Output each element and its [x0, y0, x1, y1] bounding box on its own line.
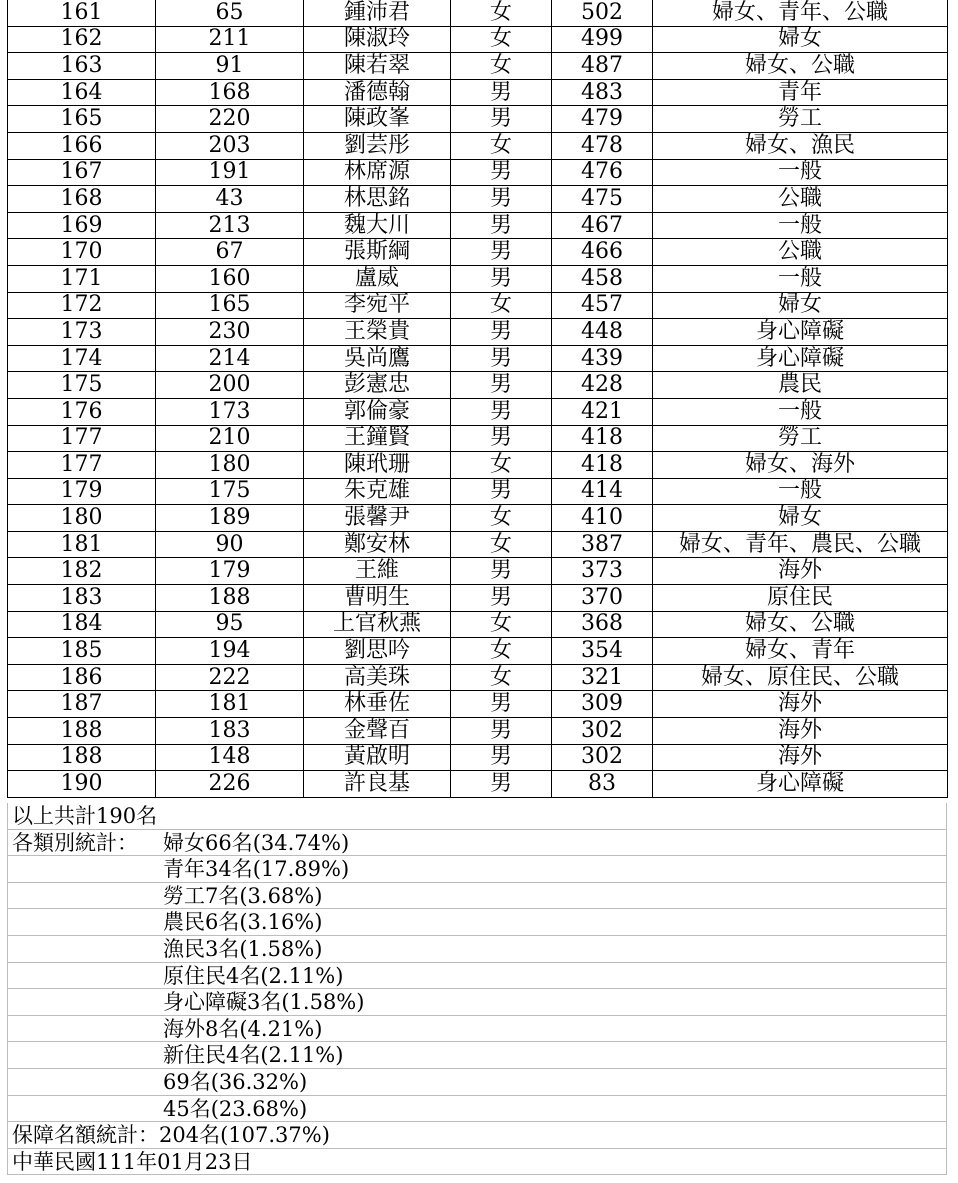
table-row	[8, 718, 948, 745]
category-cell: 原住民	[653, 585, 948, 612]
number-cell: 91	[156, 53, 304, 80]
table-row	[8, 611, 948, 638]
votes-cell: 475	[552, 186, 653, 213]
number-cell: 222	[156, 664, 304, 691]
rank-cell: 175	[8, 372, 156, 399]
category-cell: 婦女、原住民、公職	[653, 664, 948, 691]
votes-cell: 421	[552, 398, 653, 425]
name-cell: 陳玳珊	[304, 452, 451, 479]
name-cell: 鄭安林	[304, 531, 451, 558]
number-cell: 95	[156, 611, 304, 638]
gender-cell: 男	[451, 585, 552, 612]
table-row	[8, 265, 948, 292]
number-cell: 165	[156, 292, 304, 319]
category-cell: 婦女	[653, 505, 948, 532]
number-cell: 200	[156, 372, 304, 399]
votes-cell: 370	[552, 585, 653, 612]
rank-cell: 177	[8, 452, 156, 479]
category-cell: 一般	[653, 398, 948, 425]
rank-cell: 186	[8, 664, 156, 691]
votes-cell: 457	[552, 292, 653, 319]
number-cell: 188	[156, 585, 304, 612]
number-cell: 65	[156, 0, 304, 26]
table-row	[8, 638, 948, 665]
table-row	[8, 212, 948, 239]
number-cell: 194	[156, 638, 304, 665]
rank-cell: 162	[8, 26, 156, 53]
number-cell: 220	[156, 106, 304, 133]
table-row	[8, 452, 948, 479]
category-cell: 婦女、青年	[653, 638, 948, 665]
number-cell: 180	[156, 452, 304, 479]
category-cell: 婦女、青年、農民、公職	[653, 531, 948, 558]
votes-cell: 410	[552, 505, 653, 532]
rank-cell: 173	[8, 319, 156, 346]
votes-cell: 309	[552, 691, 653, 718]
category-row	[7, 1096, 947, 1123]
table-row	[8, 53, 948, 80]
category-row	[7, 856, 947, 883]
gender-cell: 男	[451, 186, 552, 213]
table-row	[8, 558, 948, 585]
votes-cell: 466	[552, 239, 653, 266]
summary-total: 以上共計190名	[12, 804, 158, 828]
table-row	[8, 691, 948, 718]
gender-cell: 男	[451, 212, 552, 239]
votes-cell: 83	[552, 771, 653, 798]
rank-cell: 185	[8, 638, 156, 665]
gender-cell: 女	[451, 132, 552, 159]
rank-cell: 168	[8, 186, 156, 213]
table-row	[8, 26, 948, 53]
name-cell: 李宛平	[304, 292, 451, 319]
gender-cell: 女	[451, 664, 552, 691]
rank-cell: 161	[8, 0, 156, 26]
votes-cell: 418	[552, 452, 653, 479]
gender-cell: 女	[451, 292, 552, 319]
category-row	[7, 909, 947, 936]
name-cell: 上官秋燕	[304, 611, 451, 638]
rank-cell: 166	[8, 132, 156, 159]
gender-cell: 女	[451, 611, 552, 638]
gender-cell: 男	[451, 744, 552, 771]
number-cell: 181	[156, 691, 304, 718]
table-row	[8, 239, 948, 266]
gender-cell: 男	[451, 398, 552, 425]
category-cell: 婦女、公職	[653, 611, 948, 638]
votes-cell: 478	[552, 132, 653, 159]
name-cell: 張馨尹	[304, 505, 451, 532]
rank-cell: 170	[8, 239, 156, 266]
table-row	[8, 744, 948, 771]
name-cell: 劉芸彤	[304, 132, 451, 159]
rank-cell: 164	[8, 79, 156, 106]
name-cell: 盧威	[304, 265, 451, 292]
name-cell: 金聲百	[304, 718, 451, 745]
votes-cell: 321	[552, 664, 653, 691]
votes-cell: 428	[552, 372, 653, 399]
category-cell: 海外	[653, 718, 948, 745]
rank-cell: 181	[8, 531, 156, 558]
rank-cell: 188	[8, 718, 156, 745]
table-row	[8, 478, 948, 505]
rank-cell: 169	[8, 212, 156, 239]
name-cell: 王榮貴	[304, 319, 451, 346]
votes-cell: 373	[552, 558, 653, 585]
category-cell: 公職	[653, 186, 948, 213]
rank-cell: 176	[8, 398, 156, 425]
votes-cell: 499	[552, 26, 653, 53]
votes-cell: 414	[552, 478, 653, 505]
rank-cell: 163	[8, 53, 156, 80]
category-cell: 婦女、漁民	[653, 132, 948, 159]
name-cell: 鍾沛君	[304, 0, 451, 26]
category-stat: 青年34名(17.89%)	[163, 857, 350, 882]
number-cell: 148	[156, 744, 304, 771]
guaranteed-row	[7, 1122, 947, 1149]
votes-cell: 483	[552, 79, 653, 106]
category-row	[7, 963, 947, 990]
gender-cell: 男	[451, 319, 552, 346]
category-cell: 海外	[653, 744, 948, 771]
number-cell: 230	[156, 319, 304, 346]
table-row	[8, 585, 948, 612]
number-cell: 67	[156, 239, 304, 266]
category-cell: 海外	[653, 558, 948, 585]
rank-cell: 183	[8, 585, 156, 612]
table-row	[8, 79, 948, 106]
gender-cell: 男	[451, 478, 552, 505]
name-cell: 林思銘	[304, 186, 451, 213]
votes-cell: 387	[552, 531, 653, 558]
gender-cell: 女	[451, 531, 552, 558]
name-cell: 高美珠	[304, 664, 451, 691]
name-cell: 彭憲忠	[304, 372, 451, 399]
category-row	[7, 1042, 947, 1069]
category-row	[7, 936, 947, 963]
category-stat: 農民6名(3.16%)	[163, 910, 323, 935]
gender-cell: 男	[451, 345, 552, 372]
name-cell: 張斯綱	[304, 239, 451, 266]
number-cell: 175	[156, 478, 304, 505]
category-cell: 青年	[653, 79, 948, 106]
votes-cell: 476	[552, 159, 653, 186]
rank-cell: 184	[8, 611, 156, 638]
category-row	[7, 830, 947, 857]
number-cell: 210	[156, 425, 304, 452]
category-cell: 勞工	[653, 106, 948, 133]
table-row	[8, 292, 948, 319]
name-cell: 陳淑玲	[304, 26, 451, 53]
number-cell: 168	[156, 79, 304, 106]
table-row	[8, 664, 948, 691]
category-cell: 婦女、公職	[653, 53, 948, 80]
votes-cell: 302	[552, 718, 653, 745]
gender-cell: 男	[451, 425, 552, 452]
gender-cell: 男	[451, 718, 552, 745]
category-row	[7, 1016, 947, 1043]
rank-cell: 165	[8, 106, 156, 133]
category-cell: 公職	[653, 239, 948, 266]
number-cell: 226	[156, 771, 304, 798]
number-cell: 160	[156, 265, 304, 292]
votes-cell: 448	[552, 319, 653, 346]
rank-cell: 171	[8, 265, 156, 292]
name-cell: 朱克雄	[304, 478, 451, 505]
name-cell: 許良基	[304, 771, 451, 798]
table-row	[8, 186, 948, 213]
category-cell: 婦女	[653, 292, 948, 319]
name-cell: 郭倫豪	[304, 398, 451, 425]
number-cell: 90	[156, 531, 304, 558]
table-row	[8, 372, 948, 399]
category-cell: 身心障礙	[653, 319, 948, 346]
name-cell: 王維	[304, 558, 451, 585]
votes-cell: 487	[552, 53, 653, 80]
table-row	[8, 345, 948, 372]
rank-cell: 179	[8, 478, 156, 505]
table-row	[8, 398, 948, 425]
gender-cell: 男	[451, 265, 552, 292]
gender-cell: 男	[451, 372, 552, 399]
category-cell: 婦女	[653, 26, 948, 53]
category-cell: 一般	[653, 159, 948, 186]
table-row	[8, 0, 948, 26]
table-row	[8, 771, 948, 798]
number-cell: 211	[156, 26, 304, 53]
table-row	[8, 505, 948, 532]
category-stat: 69名(36.32%)	[163, 1069, 308, 1094]
table-row	[8, 531, 948, 558]
category-row	[7, 1069, 947, 1096]
table-row	[8, 159, 948, 186]
votes-cell: 368	[552, 611, 653, 638]
votes-cell: 467	[552, 212, 653, 239]
number-cell: 191	[156, 159, 304, 186]
name-cell: 林垂佐	[304, 691, 451, 718]
number-cell: 203	[156, 132, 304, 159]
gender-cell: 女	[451, 0, 552, 26]
category-stat: 海外8名(4.21%)	[163, 1016, 323, 1041]
name-cell: 黃啟明	[304, 744, 451, 771]
category-row	[7, 883, 947, 910]
votes-cell: 418	[552, 425, 653, 452]
gender-cell: 男	[451, 691, 552, 718]
name-cell: 林席源	[304, 159, 451, 186]
category-cell: 身心障礙	[653, 345, 948, 372]
category-cell: 婦女、青年、公職	[653, 0, 948, 26]
votes-cell: 439	[552, 345, 653, 372]
rank-cell: 180	[8, 505, 156, 532]
document-date: 中華民國111年01月23日	[12, 1149, 253, 1174]
rank-cell: 188	[8, 744, 156, 771]
category-stat: 原住民4名(2.11%)	[163, 963, 344, 988]
category-cell: 海外	[653, 691, 948, 718]
name-cell: 曹明生	[304, 585, 451, 612]
candidate-table	[7, 0, 948, 798]
rank-cell: 172	[8, 292, 156, 319]
category-cell: 勞工	[653, 425, 948, 452]
name-cell: 王鐘賢	[304, 425, 451, 452]
category-cell: 一般	[653, 212, 948, 239]
gender-cell: 男	[451, 558, 552, 585]
name-cell: 陳若翠	[304, 53, 451, 80]
gender-cell: 女	[451, 638, 552, 665]
name-cell: 劉思吟	[304, 638, 451, 665]
category-stat: 身心障礙3名(1.58%)	[163, 990, 365, 1015]
votes-cell: 479	[552, 106, 653, 133]
gender-cell: 女	[451, 505, 552, 532]
gender-cell: 男	[451, 771, 552, 798]
category-stat: 45名(23.68%)	[163, 1096, 308, 1121]
number-cell: 43	[156, 186, 304, 213]
gender-cell: 男	[451, 159, 552, 186]
category-stat: 勞工7名(3.68%)	[163, 883, 323, 908]
category-cell: 身心障礙	[653, 771, 948, 798]
rank-cell: 187	[8, 691, 156, 718]
category-stat: 漁民3名(1.58%)	[163, 936, 323, 961]
number-cell: 173	[156, 398, 304, 425]
guaranteed-seats-text: 保障名額統計：204名(107.37%)	[12, 1123, 330, 1148]
category-cell: 農民	[653, 372, 948, 399]
name-cell: 潘德翰	[304, 79, 451, 106]
category-stats	[7, 830, 947, 1123]
name-cell: 魏大川	[304, 212, 451, 239]
rank-cell: 167	[8, 159, 156, 186]
gender-cell: 男	[451, 79, 552, 106]
number-cell: 179	[156, 558, 304, 585]
rank-cell: 174	[8, 345, 156, 372]
table-row	[8, 132, 948, 159]
category-stat: 新住民4名(2.11%)	[163, 1043, 344, 1068]
gender-cell: 男	[451, 106, 552, 133]
number-cell: 213	[156, 212, 304, 239]
gender-cell: 女	[451, 452, 552, 479]
candidate-table-body	[8, 0, 948, 797]
votes-cell: 302	[552, 744, 653, 771]
date-row	[7, 1149, 947, 1176]
category-label: 各類別統計：	[12, 830, 138, 855]
category-cell: 婦女、海外	[653, 452, 948, 479]
category-cell: 一般	[653, 478, 948, 505]
number-cell: 214	[156, 345, 304, 372]
votes-cell: 502	[552, 0, 653, 26]
number-cell: 189	[156, 505, 304, 532]
category-cell: 一般	[653, 265, 948, 292]
table-row	[8, 425, 948, 452]
rank-cell: 177	[8, 425, 156, 452]
votes-cell: 458	[552, 265, 653, 292]
summary-total-row	[7, 803, 947, 830]
category-row	[7, 989, 947, 1016]
category-stat: 婦女66名(34.74%)	[163, 830, 350, 855]
name-cell: 吳尚鷹	[304, 345, 451, 372]
gender-cell: 女	[451, 53, 552, 80]
gender-cell: 女	[451, 26, 552, 53]
table-row	[8, 319, 948, 346]
number-cell: 183	[156, 718, 304, 745]
rank-cell: 182	[8, 558, 156, 585]
gender-cell: 男	[451, 239, 552, 266]
name-cell: 陳政峯	[304, 106, 451, 133]
rank-cell: 190	[8, 771, 156, 798]
votes-cell: 354	[552, 638, 653, 665]
table-row	[8, 106, 948, 133]
summary-section	[7, 803, 947, 1175]
